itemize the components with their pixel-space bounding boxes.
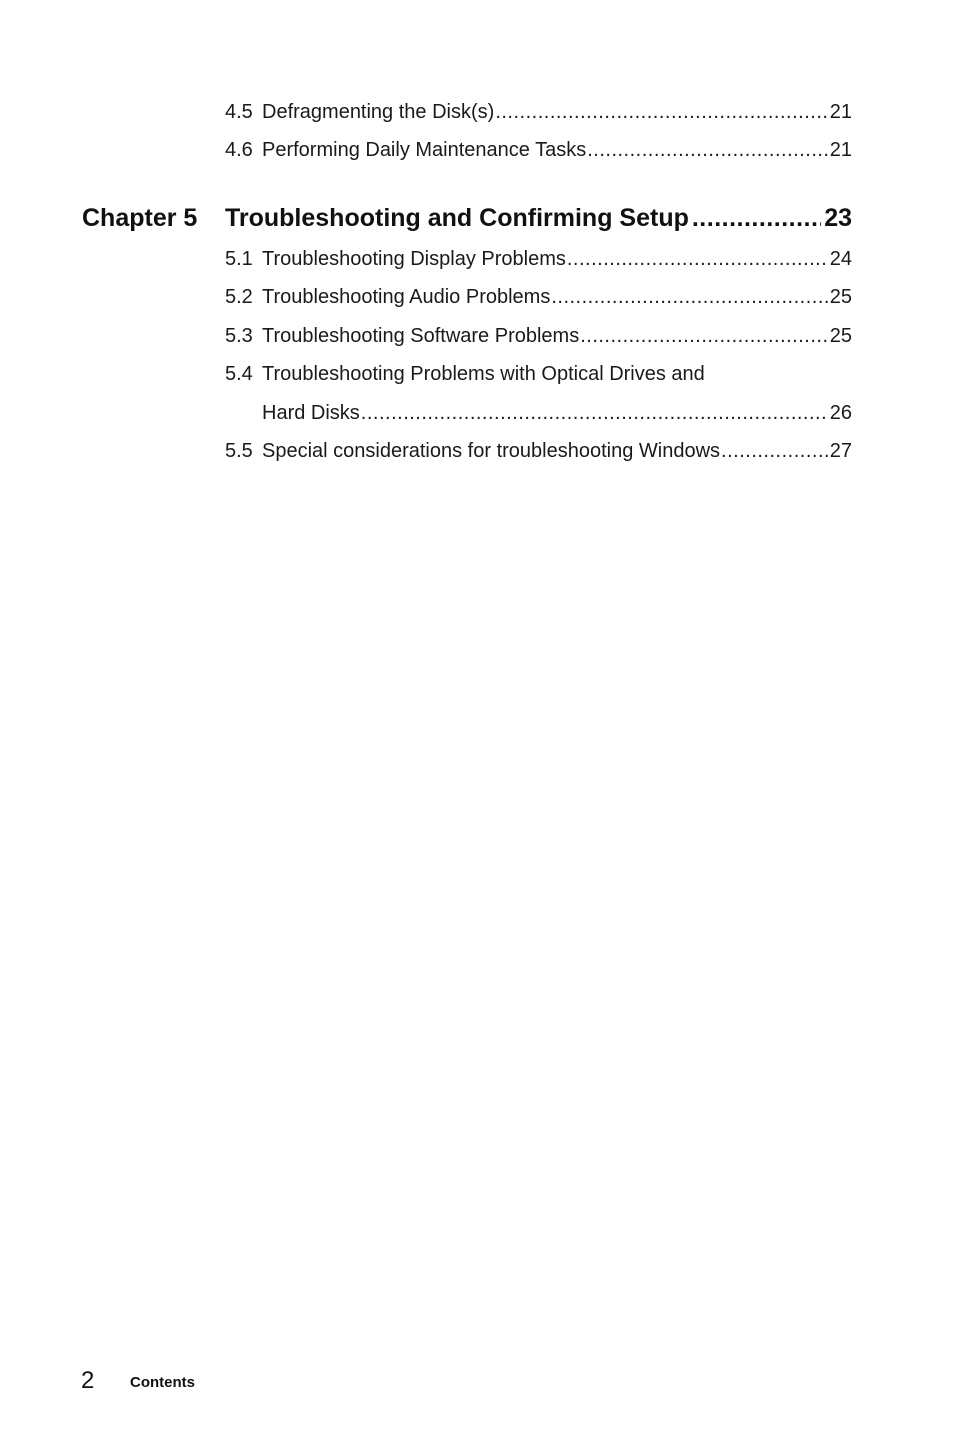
- toc-entry-number: 4.6: [225, 139, 253, 161]
- toc-entry-5-5[interactable]: [225, 436, 852, 466]
- toc-chapter-5[interactable]: [82, 200, 852, 236]
- toc-entry-5-3[interactable]: [225, 321, 852, 351]
- toc-entry-title: Troubleshooting Audio Problems: [262, 286, 551, 308]
- toc-entry-number: 5.5: [225, 440, 253, 462]
- toc-entry-number: 5.1: [225, 248, 253, 270]
- toc-entry-5-1[interactable]: [225, 244, 852, 274]
- toc-entry-title: Troubleshooting Display Problems: [262, 248, 566, 270]
- dot-leader: [692, 200, 821, 236]
- toc-entry-page: 21: [829, 139, 852, 161]
- toc-entry-title: Troubleshooting Problems with Optical Drives and: [262, 363, 705, 385]
- chapter-title: Troubleshooting and Confirming Setup: [225, 204, 689, 232]
- toc-entry-4-5[interactable]: [225, 97, 852, 127]
- dot-leader: [580, 321, 829, 351]
- toc-entry-number: 5.4: [225, 363, 253, 385]
- toc-entry-5-4-continuation[interactable]: [262, 398, 852, 428]
- footer-section-label: Contents: [130, 1374, 195, 1391]
- dot-leader: [361, 398, 829, 428]
- toc-entry-5-4[interactable]: [225, 359, 852, 389]
- toc-entry-5-2[interactable]: [225, 282, 852, 312]
- chapter-page: 23: [824, 204, 852, 232]
- dot-leader: [587, 135, 829, 165]
- toc-entry-title: Troubleshooting Software Problems: [262, 325, 580, 347]
- dot-leader: [567, 244, 829, 274]
- toc-entry-title-continuation: Hard Disks: [262, 402, 360, 424]
- toc-entry-page: 25: [829, 286, 852, 308]
- toc-entry-page: 26: [829, 402, 852, 424]
- toc-entry-title: Special considerations for troubleshooting Windows: [262, 440, 721, 462]
- toc-entry-number: 5.3: [225, 325, 253, 347]
- dot-leader: [495, 97, 828, 127]
- toc-entry-number: 4.5: [225, 101, 253, 123]
- toc-entry-page: 24: [829, 248, 852, 270]
- toc-entry-page: 27: [829, 440, 852, 462]
- toc-entry-page: 21: [829, 101, 852, 123]
- toc-entry-page: 25: [829, 325, 852, 347]
- toc-entry-4-6[interactable]: [225, 135, 852, 165]
- toc-entry-title: Defragmenting the Disk(s): [262, 101, 495, 123]
- toc-entry-title: Performing Daily Maintenance Tasks: [262, 139, 587, 161]
- dot-leader: [551, 282, 828, 312]
- footer-page-number: 2: [81, 1367, 95, 1394]
- dot-leader: [721, 436, 829, 466]
- chapter-label: Chapter 5: [82, 204, 198, 232]
- toc-entry-number: 5.2: [225, 286, 253, 308]
